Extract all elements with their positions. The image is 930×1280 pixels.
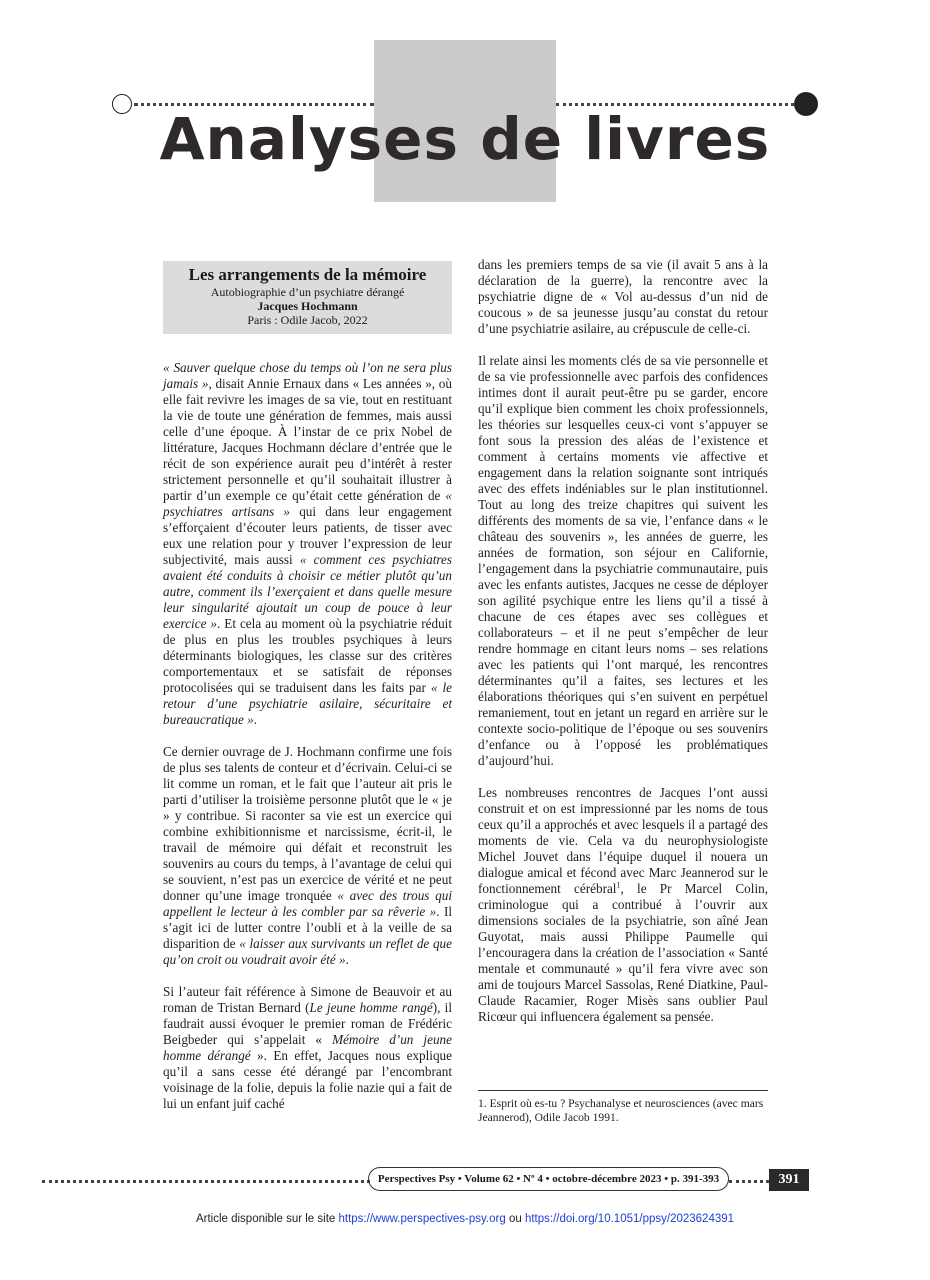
right-paragraph (478, 353, 768, 769)
text-run: Il relate ainsi les moments clés de sa vie personnelle et de sa vie professionnelle avec parfois des confidences intimes dont il aurait peut-être pu se garder, encore qu’il explique bien comment les choix professionnels, les théories sur lesquelles ceux-ci vont s’appuyer se font sous la pression des aléas de l’existence et comment à certains moments vie affective et engagement dans la relation soignante sont intriqués avec des effets indéniables sur le plan institutionnel. Tout au long des treize chapitres qui suivent les différents des moments de sa vie, l’enfance dans « le château des souvenirs », les années de guerre, les années de formation, son séjour en Californie, l’engagement dans la psychiatrie communautaire, puis avec les enfants autistes, Jacques ne cesse de déployer son agilité psychique entre les liens qu’il a tissé à chacune de ces étapes avec ses collègues et collaborateurs – et il ne peut s’empêcher de leur rendre hommage en citant leurs noms – ses relations avec les patients qui l’ont marqué, les rencontres déterminantes qu’il a faites, ses lectures et les élaborations théoriques qui s’en suivent en perpétuel remaniement, tout en jetant un regard en arrière sur le contexte socio-politique de l’époque ou ses souvenirs d’enfance ou à l’opposé les problématiques d’aujourd’hui. (478, 353, 768, 768)
text-run: qui dans leur engagement s’efforçaient d’écouter leurs patients, de tisser avec eux une relation pour y trouver l’expression de leur subjectivité, mais aussi (163, 504, 452, 567)
page-number: 391 (769, 1169, 809, 1191)
text-run: ». En effet, Jacques nous explique qu’il a sans cesse été dérangé par l’encombrant voisinage de la folie, depuis la folie nazie qui a fait de lui un enfant juif caché (163, 1048, 452, 1111)
italic-quote: « Sauver quelque chose du temps où l’on ne sera plus jamais » (163, 360, 452, 391)
section-title: Analyses de livres (159, 105, 771, 173)
availability-middle: ou (505, 1213, 525, 1225)
text-run: Les nombreuses rencontres de Jacques l’ont aussi construit et on est impressionné par les noms de tous ceux qu’il a approchés et avec lesquels il a partagé des moments de vie. Cela va du neurophysiologiste Michel Jouvet dans l’équipe duquel il nouera un dialogue amical et fécond avec Marc Jeannerod sur le fonctionnement cérébral (478, 785, 768, 896)
text-run: dans les premiers temps de sa vie (il avait 5 ans à la déclaration de la guerre), la rencontre avec la psychiatrie digne de « Vol au-dessus d’un nid de coucous » de sa jeunesse jusqu’au constat du retour d’une psychiatrie asilaire, au crépuscule de celle-ci. (478, 257, 768, 336)
book-author: Jacques Hochmann (257, 299, 358, 313)
footnote-marker: 1 (616, 880, 621, 890)
footnote-rule (478, 1090, 768, 1091)
left-paragraph (163, 744, 452, 968)
right-paragraph (478, 785, 768, 1025)
book-subtitle: Autobiographie d’un psychiatre dérangé (210, 285, 405, 299)
availability-notice (0, 1213, 930, 1225)
right-paragraph (478, 257, 768, 337)
footer-dotted-rule-left (42, 1180, 370, 1183)
text-run: Si l’auteur fait référence à Simone de Beauvoir et au roman de Tristan Bernard ( (163, 984, 452, 1015)
footer-dotted-rule-right (729, 1180, 769, 1183)
left-paragraph (163, 360, 452, 728)
doi-link[interactable]: https://doi.org/10.1051/ppsy/2023624391 (524, 1213, 735, 1225)
text-run: , le Pr Marcel Colin, criminologue qui a contribué à l’ouvrir aux dimensions sociales de la psychiatrie, son aîné Jean Guyotat, mais aussi Philippe Paumelle qui l’encouragera dans la création de l’association « Santé mentale et communauté » qu’il fera vivre avec son ami de toujours Marcel Sassolas, René Diatkine, Paul-Claude Racamier, Roger Misès sans oublier Paul Ricœur qui influencera également sa pensée. (478, 881, 768, 1024)
book-publisher: Paris : Odile Jacob, 2022 (247, 313, 368, 327)
italic-quote: « avec des trous qui appellent le lecteur à les combler par sa rêverie » (163, 888, 452, 919)
left-column (163, 360, 452, 1128)
right-column (478, 257, 768, 1041)
availability-prefix: Article disponible sur le site (195, 1213, 339, 1225)
text-run: . (345, 952, 349, 967)
text-run: . Et cela au moment où la psychiatrie réduit de plus en plus les troubles psychiques à leurs déterminants biologiques, les classe sur des critères comportementaux et se satisfait de réponses protocolisées qui se traduisent dans les faits par (163, 616, 452, 695)
book-title: Les arrangements de la mémoire (188, 265, 427, 284)
left-paragraph (163, 984, 452, 1112)
text-run: . (253, 712, 258, 727)
italic-quote: « comment ces psychiatres avaient été conduits à choisir ce métier plutôt qu’un autre, comment ils l’exerçaient et dans quelle mesure leur singularité ajoutait un coup de pouce à leur exercice » (163, 552, 452, 631)
site-link[interactable]: https://www.perspectives-psy.org (338, 1213, 506, 1225)
text-run: ), il faudrait aussi évoquer le premier roman de Frédéric Beigbeder qui s’appelait « (163, 1000, 452, 1047)
italic-quote: « psychiatres artisans » (163, 488, 452, 519)
italic-quote: « le retour d’une psychiatrie asilaire, sécuritaire et bureaucratique » (163, 680, 452, 727)
text-run: , disait Annie Ernaux dans « Les années », où elle fait revivre les images de sa vie, tout en restituant la vie de toute une génération de femmes, mais aussi celle d’une époque. À l’instar de ce prix Nobel de littérature, Jacques Hochmann déclare d’entrée que le récit de son expérience aurait peu d’intérêt à rester strictement personnelle et qu’il souhaitait illustrer à partir d’un exemple ce qu’était cette génération de (163, 376, 452, 503)
journal-citation: Perspectives Psy • Volume 62 • Nº 4 • octobre-décembre 2023 • p. 391-393 (368, 1167, 729, 1191)
text-run: Ce dernier ouvrage de J. Hochmann confirme une fois de plus ses talents de conteur et d’écrivain. Celui-ci se lit comme un roman, et le fait que l’auteur ait pris le parti d’utiliser la troisième personne plutôt que le « je » y contribue. Si raconter sa vie est un exercice qui combine exhibitionnisme et narcissisme, écrit-il, le travail de mémoire qui défait et reconstruit les souvenirs au cours du temps, à l’avantage de celui qui se souvient, n’est pas un exercice de vérité et ne peut donner qu’une image tronquée (163, 744, 452, 903)
italic-quote: Le jeune homme rangé (309, 1000, 433, 1015)
text-run: . Il s’agit ici de lutter contre l’oubli et à la veille de sa disparition de (163, 904, 453, 951)
footnote: 1. Esprit où es-tu ? Psychanalyse et neurosciences (avec mars Jeannerod), Odile Jacob 1991. (478, 1097, 764, 1124)
italic-quote: Mémoire d’un jeune homme dérangé (163, 1032, 452, 1063)
italic-quote: « laisser aux survivants un reflet de que qu’on croit ou voudrait avoir été » (163, 936, 452, 967)
book-info-box (163, 261, 452, 334)
